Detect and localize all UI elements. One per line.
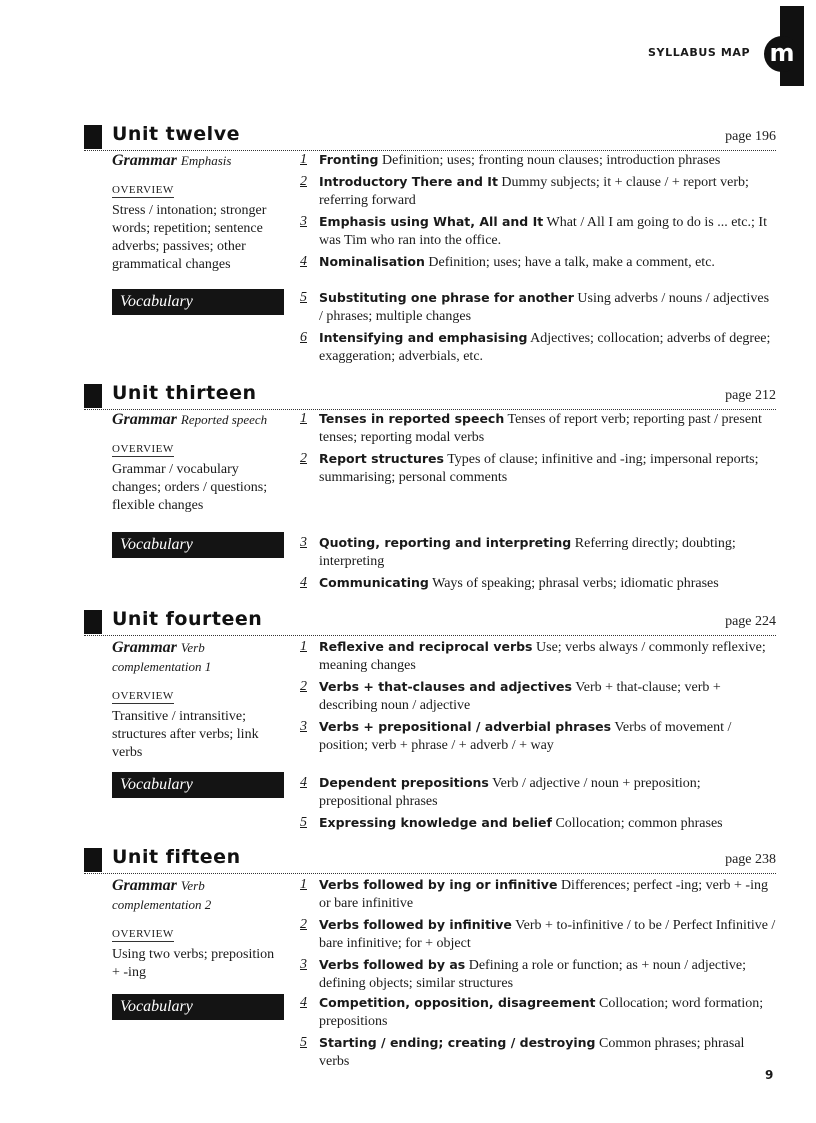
item-title: Communicating <box>319 575 429 590</box>
grammar-panel <box>112 876 284 982</box>
list-item <box>300 876 776 913</box>
item-text: Tenses of report verb; reporting past / present tenses; reporting modal verbs <box>319 412 762 445</box>
dotted-divider <box>84 873 776 874</box>
item-number: 5 <box>300 815 307 830</box>
item-title: Verbs + that-clauses and adjectives <box>319 679 572 694</box>
item-number: 4 <box>300 575 307 590</box>
grammar-heading <box>112 410 284 429</box>
item-number: 5 <box>300 1035 307 1050</box>
item-number: 1 <box>300 639 307 654</box>
list-item <box>300 814 776 833</box>
list-item <box>300 151 776 170</box>
item-text: What / All I am going to do is ... etc.; It was Tim who ran into the office. <box>319 215 767 248</box>
vocabulary-items <box>300 774 776 836</box>
item-title: Verbs + prepositional / adverbial phrases <box>319 719 612 734</box>
item-text: Collocation; word formation; prepositions <box>319 996 764 1029</box>
unit-heading <box>84 382 776 408</box>
vocabulary-items <box>300 994 776 1074</box>
item-number: 3 <box>300 957 307 972</box>
grammar-topic: Verb complementation 1 <box>112 640 212 674</box>
item-title: Emphasis using What, All and It <box>319 214 544 229</box>
item-title: Nominalisation <box>319 254 425 269</box>
unit-page-ref: page 212 <box>725 388 776 403</box>
item-title: Competition, opposition, disagreement <box>319 995 596 1010</box>
overview-label: OVERVIEW <box>112 690 174 702</box>
item-title: Intensifying and emphasising <box>319 330 528 345</box>
list-item <box>300 534 776 571</box>
list-item <box>300 774 776 811</box>
item-title: Substituting one phrase for another <box>319 290 574 305</box>
item-text: Ways of speaking; phrasal verbs; idiomatic phrases <box>432 576 719 591</box>
unit-marker <box>84 384 102 408</box>
item-text: Common phrases; phrasal verbs <box>319 1036 745 1069</box>
grammar-label: Grammar <box>112 877 177 894</box>
item-title: Report structures <box>319 451 444 466</box>
overview-text: Grammar / vocabulary changes; orders / questions; flexible changes <box>112 462 268 513</box>
unit-heading <box>84 123 776 149</box>
grammar-panel <box>112 638 284 762</box>
item-title: Introductory There and It <box>319 174 498 189</box>
item-number: 3 <box>300 719 307 734</box>
unit-page-ref: page 224 <box>725 614 776 629</box>
running-header: SYLLABUS MAP <box>648 46 751 59</box>
vocabulary-banner: Vocabulary <box>112 289 284 315</box>
unit-marker <box>84 125 102 149</box>
item-title: Verbs followed by infinitive <box>319 917 512 932</box>
item-number: 3 <box>300 214 307 229</box>
unit-page-ref: page 196 <box>725 129 776 144</box>
item-title: Verbs followed by as <box>319 957 466 972</box>
dotted-divider <box>84 635 776 636</box>
list-item <box>300 173 776 210</box>
grammar-label: Grammar <box>112 152 177 169</box>
grammar-items <box>300 876 776 996</box>
vocabulary-items <box>300 534 776 596</box>
item-title: Expressing knowledge and belief <box>319 815 552 830</box>
unit-heading <box>84 608 776 634</box>
item-text: Definition; uses; fronting noun clauses; introduction phrases <box>382 153 721 168</box>
list-item <box>300 638 776 675</box>
item-title: Fronting <box>319 152 379 167</box>
item-number: 4 <box>300 775 307 790</box>
item-number: 2 <box>300 679 307 694</box>
list-item <box>300 450 776 487</box>
grammar-panel <box>112 410 284 515</box>
item-text: Use; verbs always / commonly reflexive; meaning changes <box>319 640 766 673</box>
item-text: Referring directly; doubting; interpreting <box>319 536 736 569</box>
item-number: 6 <box>300 330 307 345</box>
list-item <box>300 289 776 326</box>
page-number: 9 <box>765 1068 774 1082</box>
item-number: 2 <box>300 174 307 189</box>
grammar-items <box>300 410 776 490</box>
unit-title: Unit thirteen <box>112 382 257 404</box>
item-title: Quoting, reporting and interpreting <box>319 535 572 550</box>
item-number: 1 <box>300 877 307 892</box>
grammar-label: Grammar <box>112 639 177 656</box>
item-text: Verb + to-infinitive / to be / Perfect Infinitive / bare infinitive; for + object <box>319 918 776 951</box>
item-text: Verbs of movement / position; verb + phrase / + adverb / + way <box>319 720 732 753</box>
item-text: Verb + that-clause; verb + describing noun / adjective <box>319 680 721 713</box>
vocabulary-banner: Vocabulary <box>112 772 284 798</box>
list-item <box>300 916 776 953</box>
unit-marker <box>84 610 102 634</box>
grammar-heading <box>112 876 284 914</box>
grammar-heading <box>112 151 284 170</box>
unit-marker <box>84 848 102 872</box>
item-title: Verbs followed by ing or infinitive <box>319 877 558 892</box>
item-number: 3 <box>300 535 307 550</box>
item-text: Using adverbs / nouns / adjectives / phrases; multiple changes <box>319 291 770 324</box>
item-title: Reflexive and reciprocal verbs <box>319 639 533 654</box>
item-text: Differences; perfect -ing; verb + -ing or bare infinitive <box>319 878 768 911</box>
unit-title: Unit twelve <box>112 123 240 145</box>
item-text: Dummy subjects; it + clause / + report verb; referring forward <box>319 175 749 208</box>
grammar-items <box>300 151 776 275</box>
item-title: Starting / ending; creating / destroying <box>319 1035 596 1050</box>
item-title: Dependent prepositions <box>319 775 489 790</box>
list-item <box>300 574 776 593</box>
overview-label: OVERVIEW <box>112 443 174 455</box>
unit-heading <box>84 846 776 872</box>
list-item <box>300 253 776 272</box>
item-text: Types of clause; infinitive and -ing; impersonal reports; summarising; personal comments <box>319 452 759 485</box>
list-item <box>300 213 776 250</box>
list-item <box>300 410 776 447</box>
item-text: Definition; uses; have a talk, make a comment, etc. <box>428 255 715 270</box>
item-number: 2 <box>300 451 307 466</box>
grammar-topic: Reported speech <box>180 412 268 427</box>
list-item <box>300 1034 776 1071</box>
item-number: 1 <box>300 411 307 426</box>
grammar-panel <box>112 151 284 274</box>
vocabulary-banner: Vocabulary <box>112 994 284 1020</box>
grammar-heading <box>112 638 284 676</box>
item-text: Collocation; common phrases <box>555 816 723 831</box>
list-item <box>300 718 776 755</box>
list-item <box>300 956 776 993</box>
grammar-topic: Verb complementation 2 <box>112 878 212 912</box>
list-item <box>300 329 776 366</box>
unit-title: Unit fourteen <box>112 608 263 630</box>
item-text: Defining a role or function; as + noun / adjective; defining objects; similar structures <box>319 958 747 991</box>
overview-label: OVERVIEW <box>112 928 174 940</box>
unit-page-ref: page 238 <box>725 852 776 867</box>
item-number: 2 <box>300 917 307 932</box>
item-number: 5 <box>300 290 307 305</box>
item-number: 4 <box>300 995 307 1010</box>
vocabulary-banner: Vocabulary <box>112 532 284 558</box>
item-text: Verb / adjective / noun + preposition; prepositional phrases <box>319 776 701 809</box>
item-title: Tenses in reported speech <box>319 411 505 426</box>
overview-label: OVERVIEW <box>112 184 174 196</box>
grammar-topic: Emphasis <box>180 153 232 168</box>
overview-text: Using two verbs; preposition + -ing <box>112 947 275 980</box>
grammar-label: Grammar <box>112 411 177 428</box>
overview-text: Stress / intonation; stronger words; repetition; sentence adverbs; passives; other grammatical changes <box>112 203 267 272</box>
item-number: 1 <box>300 152 307 167</box>
grammar-items <box>300 638 776 758</box>
list-item <box>300 994 776 1031</box>
item-text: Adjectives; collocation; adverbs of degree; exaggeration; adverbials, etc. <box>319 331 771 364</box>
vocabulary-items <box>300 289 776 369</box>
list-item <box>300 678 776 715</box>
section-tab-letter: m <box>764 36 800 72</box>
item-number: 4 <box>300 254 307 269</box>
unit-title: Unit fifteen <box>112 846 241 868</box>
overview-text: Transitive / intransitive; structures after verbs; link verbs <box>112 709 259 760</box>
